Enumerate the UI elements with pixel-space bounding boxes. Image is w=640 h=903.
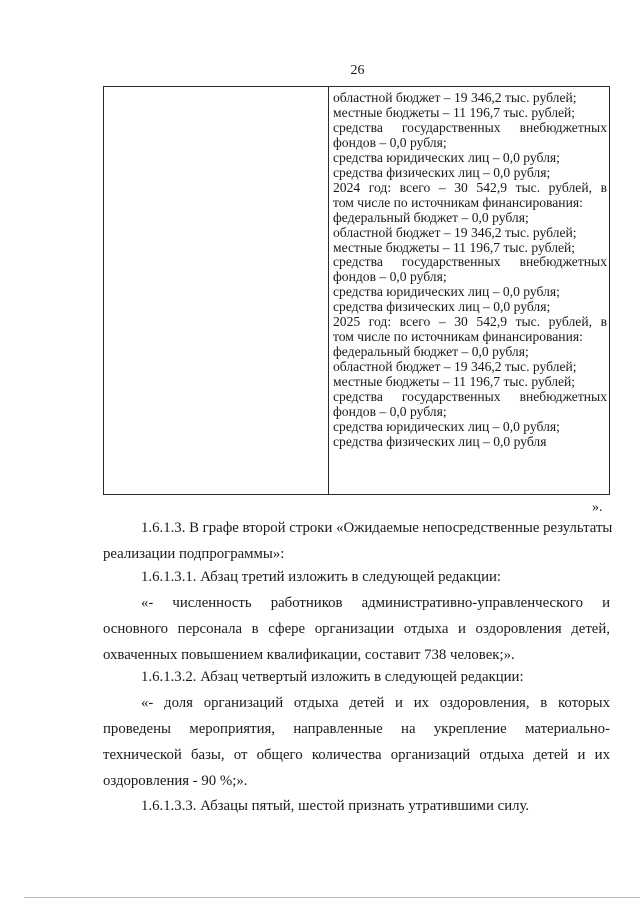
paragraph-line: 1.6.1.3.2. Абзац четвертый изложить в следующей редакции: [141,669,524,685]
table-cell-line: местные бюджеты – 11 196,7 тыс. рублей; [333,104,576,120]
table-cell-line: средства физических лиц – 0,0 рубля; [333,164,551,180]
paragraph-line: технической базы, от общего количества организаций отдыха детей и их [103,747,610,763]
paragraph-line: 1.6.1.3.1. Абзац третий изложить в следующей редакции: [141,569,502,585]
bottom-rule [24,897,640,898]
paragraph-quote-2 [103,690,610,794]
table-cell-line: том числе по источникам финансирования: [333,194,583,210]
paragraph-line: реализации подпрограммы»: [103,546,285,562]
paragraph-line: проведены мероприятия, направленные на укрепление материально- [103,721,610,737]
table-cell-line: средства физических лиц – 0,0 рубля [333,433,547,449]
paragraph-line: оздоровления - 90 %;». [103,773,248,789]
table-cell-line: 2024 год: всего – 30 542,9 тыс. рублей, в [333,179,607,195]
table-cell-line: местные бюджеты – 11 196,7 тыс. рублей; [333,239,576,255]
paragraph-1-6-1-3 [103,515,613,567]
table-cell-line: областной бюджет – 19 346,2 тыс. рублей; [333,224,577,240]
paragraph-line: основного персонала в сфере организации отдыха и оздоровления детей, [103,621,610,637]
table-cell-line: средства государственных внебюджетных [333,389,607,405]
table-cell-line: средства юридических лиц – 0,0 рубля; [333,418,560,434]
table-cell-line: фондов – 0,0 рубля; [333,134,447,150]
paragraph-line: 1.6.1.3. В графе второй строки «Ожидаемые непосредственные результаты [141,520,613,536]
table-cell-line: средства государственных внебюджетных [333,119,607,135]
budget-table [103,86,610,495]
table-cell-line: федеральный бюджет – 0,0 рубля; [333,344,529,360]
table-cell-line: областной бюджет – 19 346,2 тыс. рублей; [333,90,577,105]
table-cell-line: средства физических лиц – 0,0 рубля; [333,299,551,315]
paragraph-1-6-1-3-2 [103,664,610,690]
table-cell-line: средства государственных внебюджетных [333,254,607,270]
table-cell-line: федеральный бюджет – 0,0 рубля; [333,209,529,225]
table-cell-line: средства юридических лиц – 0,0 рубля; [333,284,560,300]
paragraph-quote-1 [103,590,610,668]
paragraph-line: 1.6.1.3.3. Абзацы пятый, шестой признать утратившими силу. [141,798,530,814]
paragraph-1-6-1-3-3 [103,793,610,819]
page-number: 26 [350,63,365,78]
table-cell-line: средства юридических лиц – 0,0 рубля; [333,149,560,165]
table-column-divider [328,87,329,494]
table-cell-line: фондов – 0,0 рубля; [333,404,447,420]
table-right-cell [333,91,607,450]
paragraph-line: «- численность работников административно-управленческого и [141,595,610,611]
table-cell-line: местные бюджеты – 11 196,7 тыс. рублей; [333,374,576,390]
closing-quote: ». [592,500,603,515]
table-cell-line: фондов – 0,0 рубля; [333,269,447,285]
table-cell-line: областной бюджет – 19 346,2 тыс. рублей; [333,359,577,375]
table-cell-line: том числе по источникам финансирования: [333,329,583,345]
paragraph-1-6-1-3-1 [103,564,610,590]
table-cell-line: 2025 год: всего – 30 542,9 тыс. рублей, в [333,314,607,330]
paragraph-line: «- доля организаций отдыха детей и их оздоровления, в которых [141,695,610,711]
paragraph-line: охваченных повышением квалификации, составит 738 человек;». [103,647,515,663]
